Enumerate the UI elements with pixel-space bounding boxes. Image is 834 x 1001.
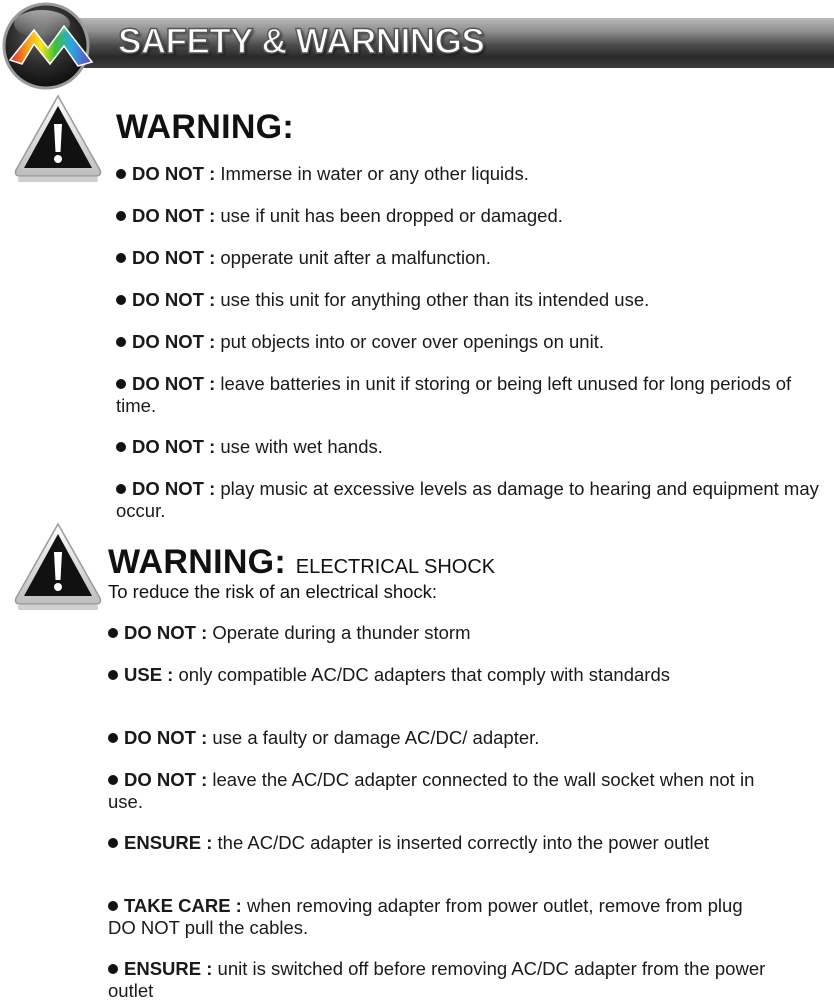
list-item [108, 769, 758, 812]
item-lead: DO NOT : [132, 163, 216, 184]
item-text: use if unit has been dropped or damaged. [215, 205, 563, 226]
item-lead: DO NOT : [132, 436, 216, 457]
item-lead: DO NOT : [132, 247, 216, 268]
list-item [116, 331, 826, 353]
item-text: Operate during a thunder storm [207, 622, 471, 643]
bullet-icon [116, 253, 126, 263]
list-item [108, 895, 758, 938]
item-lead: DO NOT : [132, 205, 216, 226]
bullet-icon [108, 964, 118, 974]
item-lead: DO NOT : [132, 331, 216, 352]
item-lead: USE : [124, 664, 174, 685]
bullet-icon [108, 628, 118, 638]
bullet-icon [116, 442, 126, 452]
bullet-icon [116, 379, 126, 389]
bullet-icon [116, 484, 126, 494]
warning-triangle-icon [14, 94, 102, 184]
list-item [116, 478, 822, 521]
bullet-icon [108, 733, 118, 743]
bullet-icon [108, 670, 118, 680]
item-text: use with wet hands. [215, 436, 383, 457]
electrical-warning-heading [108, 543, 495, 582]
item-text: play music at excessive levels as damage to hearing and equipment may occur. [116, 478, 819, 521]
item-text: unit is switched off before removing AC/DC adapter from the power outlet [108, 958, 766, 1001]
list-item [108, 958, 812, 1001]
item-text: Immerse in water or any other liquids. [215, 163, 529, 184]
bullet-icon [116, 211, 126, 221]
rainbow-m-logo-icon [0, 0, 100, 92]
item-text: opperate unit after a malfunction. [215, 247, 491, 268]
list-item [116, 436, 826, 458]
bullet-icon [116, 169, 126, 179]
list-item [116, 373, 828, 416]
item-text: put objects into or cover over openings on unit. [215, 331, 604, 352]
item-lead: DO NOT : [132, 478, 216, 499]
item-lead: DO NOT : [124, 622, 208, 643]
item-lead: ENSURE : [124, 958, 213, 979]
item-text: leave the AC/DC adapter connected to the wall socket when not in use. [108, 769, 755, 812]
item-lead: DO NOT : [124, 769, 208, 790]
bullet-icon [108, 838, 118, 848]
item-lead: DO NOT : [124, 727, 208, 748]
bullet-icon [108, 901, 118, 911]
intro-text: To reduce the risk of an electrical shock: [108, 581, 438, 602]
warning-heading-label: WARNING: [108, 543, 287, 581]
item-text: only compatible AC/DC adapters that comply with standards [173, 664, 670, 685]
item-lead: DO NOT : [132, 289, 216, 310]
bullet-icon [116, 295, 126, 305]
item-text: leave batteries in unit if storing or being left unused for long periods of time. [116, 373, 792, 416]
item-text: the AC/DC adapter is inserted correctly into the power outlet [212, 832, 710, 853]
list-item [108, 727, 758, 749]
item-lead: DO NOT : [132, 373, 216, 394]
list-item [116, 247, 826, 269]
item-text: use this unit for anything other than its intended use. [215, 289, 650, 310]
bullet-icon [116, 337, 126, 347]
warning-heading: WARNING: [116, 108, 295, 146]
warning-subheading: ELECTRICAL SHOCK [295, 556, 496, 578]
warning-triangle-icon [14, 522, 102, 612]
bullet-icon [108, 775, 118, 785]
page-title: SAFETY & WARNINGS [118, 22, 485, 61]
list-item [116, 205, 826, 227]
item-lead: ENSURE : [124, 832, 213, 853]
item-lead: TAKE CARE : [124, 895, 242, 916]
list-item [116, 163, 826, 185]
item-text: use a faulty or damage AC/DC/ adapter. [207, 727, 540, 748]
list-item [108, 622, 758, 644]
list-item [108, 832, 758, 854]
list-item [116, 289, 826, 311]
list-item [108, 664, 758, 686]
item-text: when removing adapter from power outlet, remove from plug DO NOT pull the cables. [108, 895, 743, 938]
